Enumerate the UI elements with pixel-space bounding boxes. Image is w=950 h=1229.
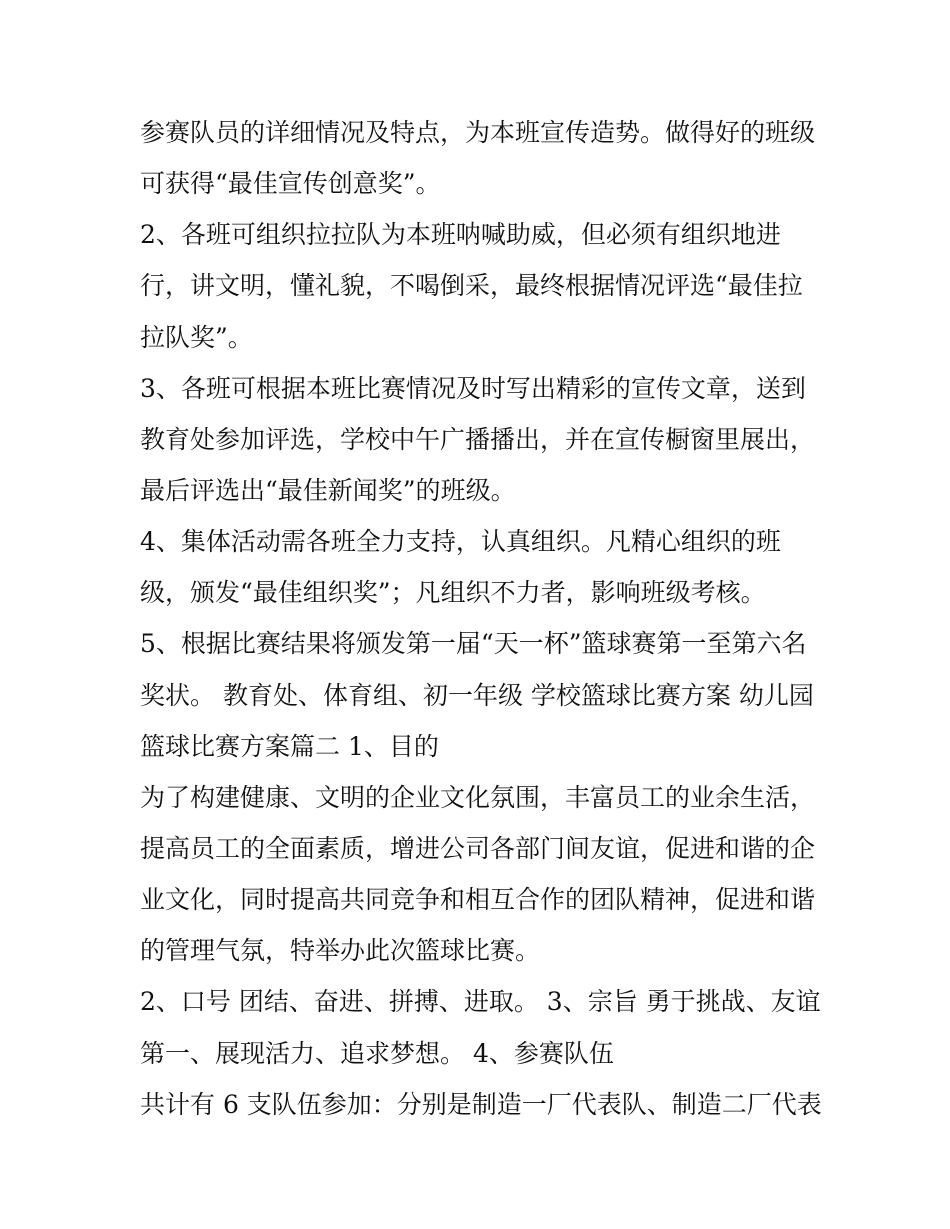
text-line: 最后评选出“最佳新闻奖”的班级。 xyxy=(140,475,516,505)
text-line: 2、口号 团结、奋进、拼搏、进取。 3、宗旨 勇于挑战、友谊 xyxy=(140,987,821,1017)
body-text xyxy=(140,107,830,1130)
text-line: 为了构建健康、文明的企业文化氛围，丰富员工的业余生活， xyxy=(140,782,816,812)
text-line: 提高员工的全面素质，增进公司各部门间友谊，促进和谐的企 xyxy=(140,833,816,863)
text-line: 2、各班可组织拉拉队为本班呐喊助威，但必须有组织地进 xyxy=(140,220,781,250)
text-line: 拉队奖”。 xyxy=(140,322,253,352)
text-line: 业文化，同时提高共同竞争和相互合作的团队精神，促进和谐 xyxy=(140,885,816,915)
text-line: 3、各班可根据本班比赛情况及时写出精彩的宣传文章，送到 xyxy=(140,373,806,403)
text-line: 篮球比赛方案篇二 1、目的 xyxy=(140,731,439,761)
text-line: 共计有 6 支队伍参加：分别是制造一厂代表队、制造二厂代表 xyxy=(140,1089,822,1119)
text-line: 的管理气氛，特举办此次篮球比赛。 xyxy=(140,936,541,966)
text-line: 奖状。 教育处、体育组、初一年级 学校篮球比赛方案 幼儿园 xyxy=(140,680,814,710)
text-line: 级，颁发“最佳组织奖”；凡组织不力者，影响班级考核。 xyxy=(140,578,766,608)
text-line: 行，讲文明，懂礼貌，不喝倒采，最终根据情况评选“最佳拉 xyxy=(140,271,803,301)
text-line: 可获得“最佳宣传创意奖”。 xyxy=(140,169,441,199)
text-line: 参赛队员的详细情况及特点，为本班宣传造势。做得好的班级 xyxy=(140,118,816,147)
text-line: 教育处参加评选，学校中午广播播出，并在宣传橱窗里展出， xyxy=(140,424,816,454)
text-line: 第一、展现活力、追求梦想。 4、参赛队伍 xyxy=(140,1038,614,1068)
text-line: 4、集体活动需各班全力支持，认真组织。凡精心组织的班 xyxy=(140,527,781,557)
text-line: 5、根据比赛结果将颁发第一届“天一杯”篮球赛第一至第六名 xyxy=(140,629,807,659)
